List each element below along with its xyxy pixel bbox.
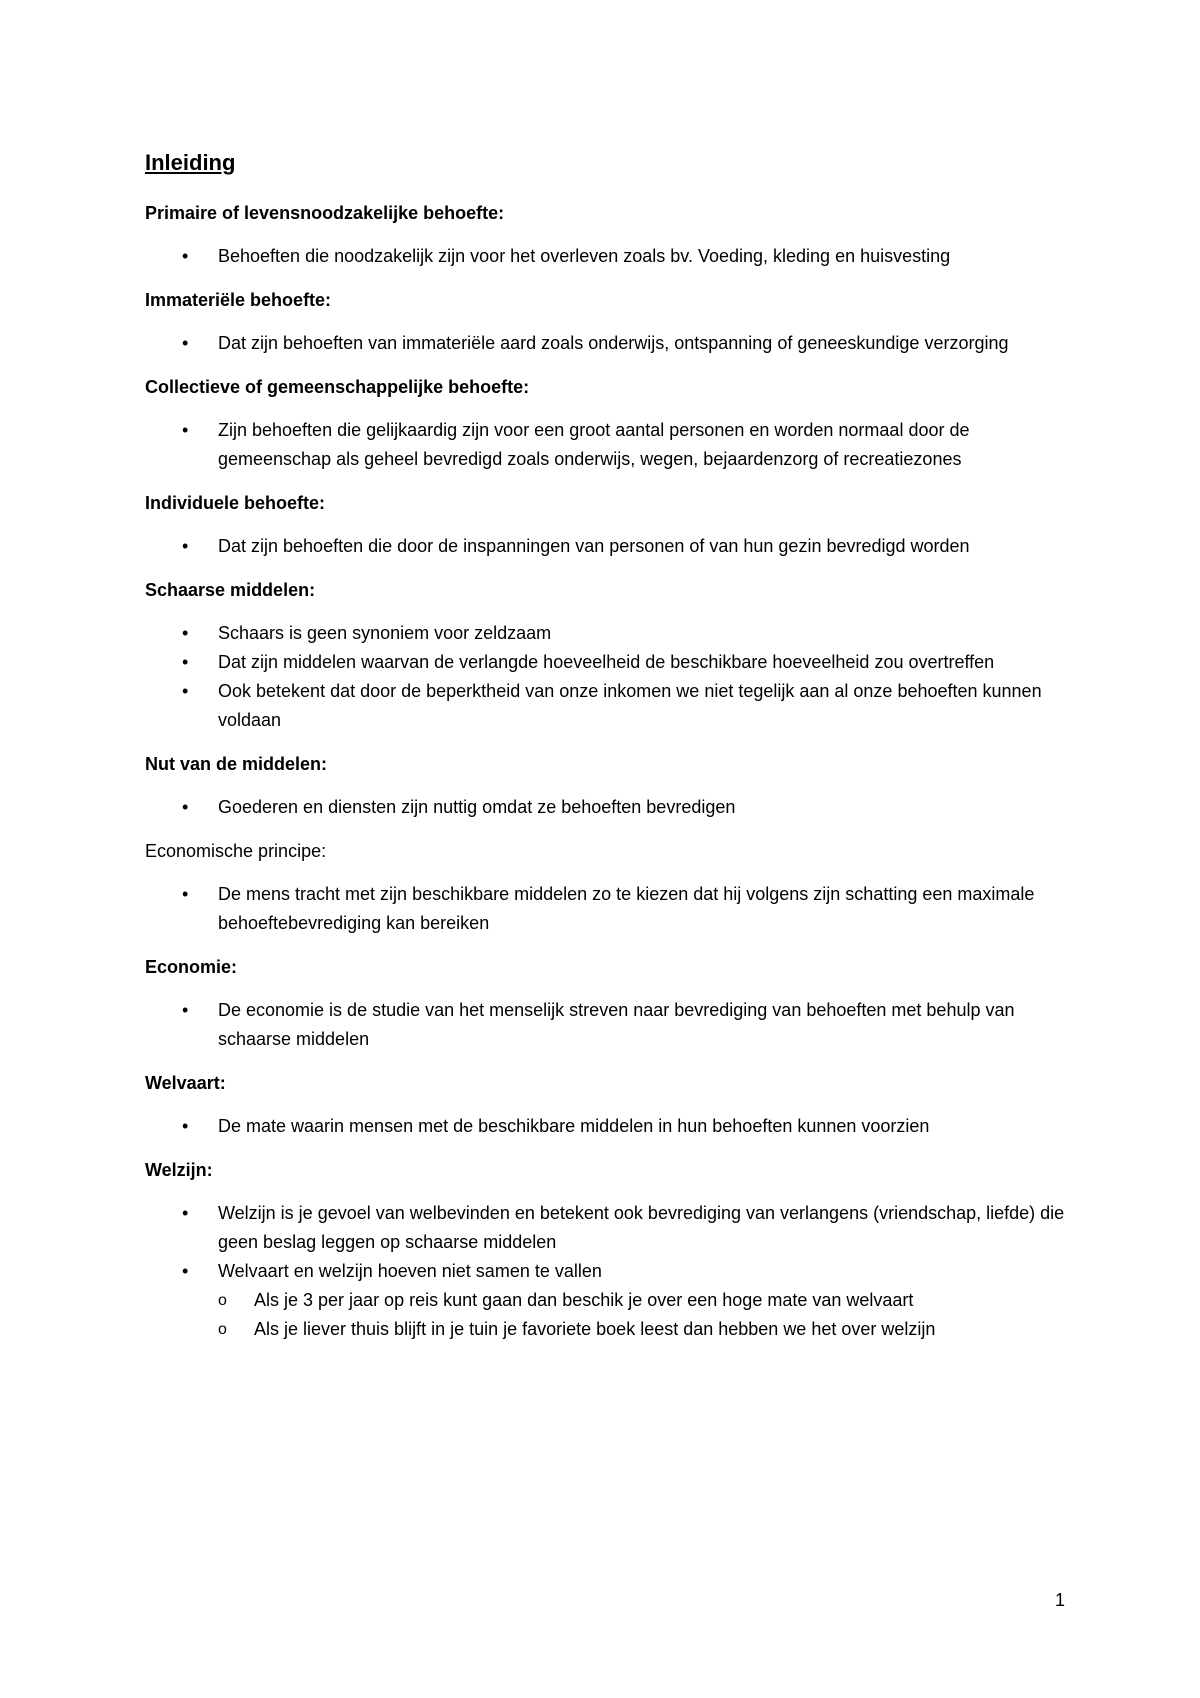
section-heading: Schaarse middelen: [145,580,316,600]
list-item [145,677,1085,735]
page-title: Inleiding [145,150,236,175]
list-item-text: De economie is de studie van het menselijk streven naar bevrediging van behoeften met behulp van schaarse middelen [218,1000,1015,1049]
list-item [145,242,1085,271]
section-heading: Individuele behoefte: [145,493,326,513]
bullet-list [145,793,1085,822]
list-item [145,619,1085,648]
section-heading: Collectieve of gemeenschappelijke behoefte: [145,377,530,397]
sub-list-item [218,1315,1085,1344]
list-item-text: Dat zijn middelen waarvan de verlangde hoeveelheid de beschikbare hoeveelheid zou overtreffen [218,652,995,672]
section-heading: Economie: [145,957,238,977]
section-heading: Welvaart: [145,1073,226,1093]
page-content [145,148,1085,1360]
circle-bullet-icon: o [218,1321,227,1338]
list-item-text: Dat zijn behoeften die door de inspanningen van personen of van hun gezin bevredigd worden [218,536,970,556]
bullet-icon: • [182,652,189,672]
section-heading: Nut van de middelen: [145,754,328,774]
bullet-icon: • [182,1203,189,1223]
list-item-text: Schaars is geen synoniem voor zeldzaam [218,623,552,643]
section-heading: Immateriële behoefte: [145,290,332,310]
list-item-text: Ook betekent dat door de beperktheid van onze inkomen we niet tegelijk aan al onze behoeften kunnen voldaan [218,681,1042,730]
circle-bullet-icon: o [218,1292,227,1309]
list-item [145,532,1085,561]
list-item-text: Zijn behoeften die gelijkaardig zijn voor een groot aantal personen en worden normaal door de gemeenschap als geheel bevredigd zoals onderwijs, wegen, bejaardenzorg of recreatiezones [218,420,970,469]
bullet-icon: • [182,623,189,643]
bullet-icon: • [182,681,189,701]
list-item [145,329,1085,358]
sub-list-item [218,1286,1085,1315]
list-item-text: Behoeften die noodzakelijk zijn voor het overleven zoals bv. Voeding, kleding en huisvesting [218,246,951,266]
bullet-list [145,996,1085,1054]
section-heading: Economische principe: [145,841,327,861]
list-item-text: Welzijn is je gevoel van welbevinden en betekent ook bevrediging van verlangens (vriendschap, liefde) die geen beslag leggen op schaarse middelen [218,1203,1065,1252]
sub-list-item-text: Als je 3 per jaar op reis kunt gaan dan beschik je over een hoge mate van welvaart [254,1290,914,1310]
bullet-icon: • [182,1000,189,1020]
list-item [145,416,1085,474]
bullet-icon: • [182,246,189,266]
bullet-list [145,532,1085,561]
list-item-text: De mens tracht met zijn beschikbare middelen zo te kiezen dat hij volgens zijn schatting een maximale behoeftebevrediging kan bereiken [218,884,1035,933]
list-item [145,648,1085,677]
list-item-text: Goederen en diensten zijn nuttig omdat ze behoeften bevredigen [218,797,736,817]
list-item [145,793,1085,822]
sub-bullet-list [218,1286,1085,1344]
list-item [145,996,1085,1054]
bullet-list [145,329,1085,358]
sub-list-item-text: Als je liever thuis blijft in je tuin je favoriete boek leest dan hebben we het over welzijn [254,1319,936,1339]
section-heading: Welzijn: [145,1160,213,1180]
list-item-text: Dat zijn behoeften van immateriële aard zoals onderwijs, ontspanning of geneeskundige verzorging [218,333,1009,353]
bullet-icon: • [182,536,189,556]
bullet-icon: • [182,884,189,904]
list-item [145,1257,1085,1344]
list-item [145,880,1085,938]
bullet-icon: • [182,1116,189,1136]
bullet-list [145,416,1085,474]
bullet-list [145,880,1085,938]
bullet-list [145,619,1085,735]
bullet-list [145,1199,1085,1344]
bullet-icon: • [182,420,189,440]
bullet-icon: • [182,1261,189,1281]
list-item [145,1199,1085,1257]
page-number: 1 [1055,1590,1066,1610]
section-heading: Primaire of levensnoodzakelijke behoefte: [145,203,505,223]
bullet-list [145,242,1085,271]
list-item-text: Welvaart en welzijn hoeven niet samen te vallen [218,1261,602,1281]
bullet-list [145,1112,1085,1141]
list-item-text: De mate waarin mensen met de beschikbare middelen in hun behoeften kunnen voorzien [218,1116,930,1136]
bullet-icon: • [182,333,189,353]
bullet-icon: • [182,797,189,817]
list-item [145,1112,1085,1141]
